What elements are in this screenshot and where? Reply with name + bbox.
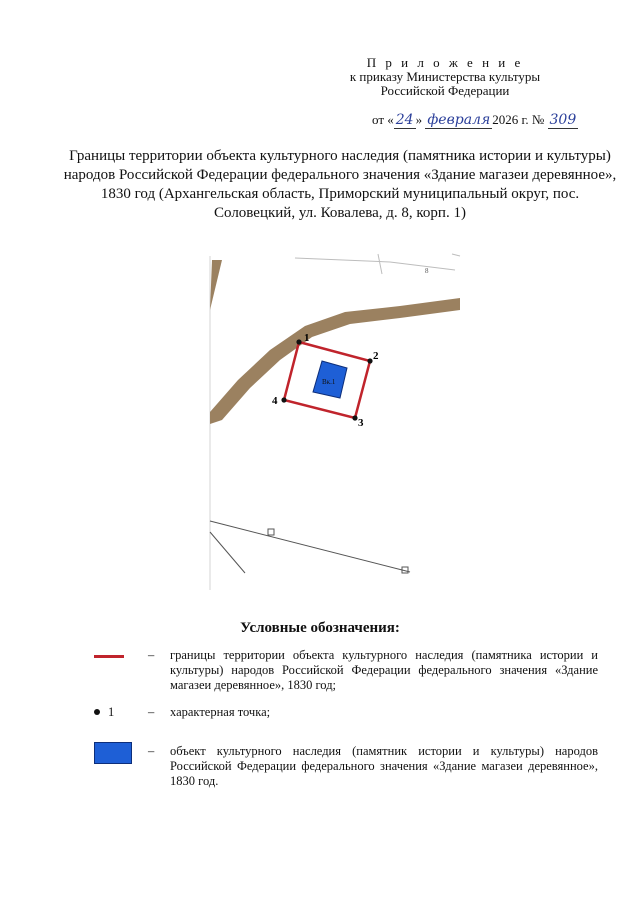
cadastral-line — [452, 254, 460, 256]
legend-dash: – — [148, 744, 155, 758]
point-3-marker — [352, 415, 357, 420]
appendix-label: П р и л о ж е н и е — [366, 55, 524, 70]
legend-text: объект культурного наследия (памятник истории и культуры) народов Российской Федерации федерального значения «Здание магазеи деревянное», 1830 год. — [170, 744, 598, 788]
object-symbol — [94, 742, 132, 764]
parcel-line — [210, 532, 245, 573]
point-3-label: 3 — [358, 417, 364, 429]
cadastral-line — [295, 258, 455, 270]
house-number-label: 8 — [425, 267, 429, 275]
appendix-line-2: Российской Федерации — [380, 83, 510, 98]
document-title: Границы территории объекта культурного наследия (памятника истории и культуры) народов Российской Федерации федерального значения «Здание магазеи деревянное», 1830 год (Архангельская область, Приморский муниципальный округ, пос. Соловецкий, ул. Ковалева, д. 8, корп. 1) — [63, 148, 617, 221]
point-1-label: 1 — [304, 332, 310, 344]
point-1-marker — [296, 339, 301, 344]
order-number: 309 — [549, 112, 577, 128]
boundary-line-symbol — [94, 655, 124, 658]
legend-title: Условные обозначения: — [240, 620, 400, 636]
point-4-marker — [281, 397, 286, 402]
order-quote-close: » — [415, 112, 423, 127]
order-day: 24 — [395, 112, 414, 128]
legend-text: границы территории объекта культурного наследия (памятника истории и культуры) народов Российской Федерации федерального значения «Здание магазеи деревянное», 1830 год; — [170, 648, 598, 692]
order-month: февраля — [427, 112, 491, 128]
appendix-header — [330, 56, 560, 98]
point-symbol-label: 1 — [108, 705, 115, 719]
cadastral-line — [378, 254, 382, 274]
legend-text: характерная точка; — [170, 705, 271, 719]
building-label: Вк.1 — [322, 378, 336, 386]
order-line — [372, 112, 602, 129]
point-2-label: 2 — [373, 350, 379, 362]
road — [210, 298, 460, 424]
parcel-marker — [268, 529, 274, 535]
point-2-marker — [367, 358, 372, 363]
order-year: 2026 г. № — [492, 112, 545, 127]
appendix-line-1: к приказу Министерства культуры — [349, 69, 541, 84]
legend-dash: – — [148, 705, 155, 719]
legend-dash: – — [148, 648, 155, 662]
boundary-map — [0, 240, 640, 590]
point-symbol — [94, 709, 100, 715]
road-segment — [210, 260, 222, 310]
point-4-label: 4 — [272, 395, 278, 407]
parcel-line — [210, 521, 410, 572]
order-prefix: от « — [372, 112, 394, 127]
